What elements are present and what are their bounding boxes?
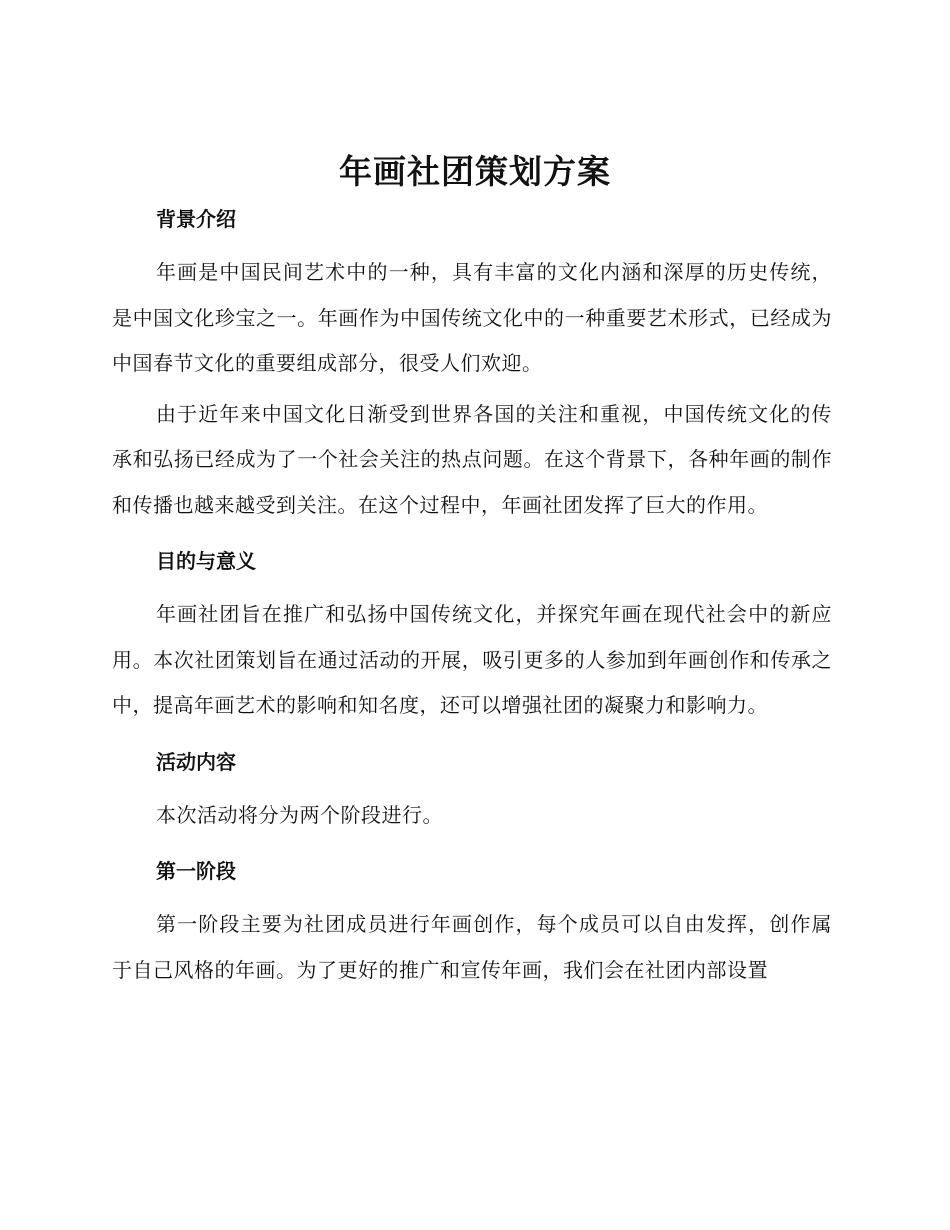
section-heading: 目的与意义: [156, 549, 256, 573]
document-title: 年画社团策划方案: [339, 152, 611, 191]
section-heading: 活动内容: [156, 749, 236, 774]
section-heading: 背景介绍: [156, 207, 236, 231]
paragraph: 本次活动将分为两个阶段进行。: [156, 802, 443, 827]
paragraph: 年画社团旨在推广和弘扬中国传统文化，并探究年画在现代社会中的新应用。本次社团策划旨在通过活动的开展，吸引更多的人参加到年画创作和传承之中，提高年画艺术的影响和知名度，还可以增强社团的凝聚力和影响力。: [112, 602, 832, 717]
section-heading: 第一阶段: [156, 859, 236, 883]
paragraph: 年画是中国民间艺术中的一种，具有丰富的文化内涵和深厚的历史传统，是中国文化珍宝之一。年画作为中国传统文化中的一种重要艺术形式，已经成为中国春节文化的重要组成部分，很受人们欢迎。: [112, 260, 832, 375]
document-body: [112, 200, 832, 993]
section-phase-one: [112, 852, 832, 993]
section-purpose: [112, 542, 832, 729]
section-activities: [112, 743, 832, 839]
paragraph: 第一阶段主要为社团成员进行年画创作，每个成员可以自由发挥，创作属于自己风格的年画。为了更好的推广和宣传年画，我们会在社团内部设置: [112, 912, 832, 982]
section-background: [112, 200, 832, 528]
paragraph: 由于近年来中国文化日渐受到世界各国的关注和重视，中国传统文化的传承和弘扬已经成为了一个社会关注的热点问题。在这个背景下，各种年画的制作和传播也越来越受到关注。在这个过程中，年画社团发挥了巨大的作用。: [112, 401, 832, 517]
